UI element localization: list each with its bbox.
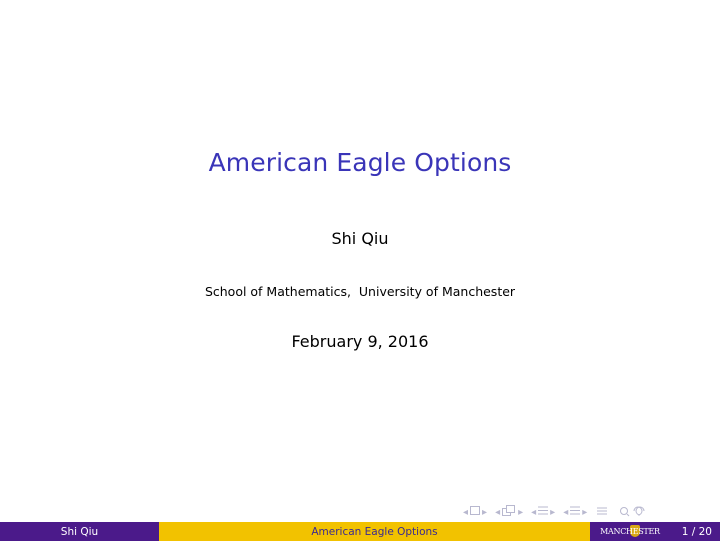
nav-prev-subsubsection-icon[interactable]: ◂ [563, 506, 569, 518]
nav-subsubsection-icon[interactable] [570, 505, 580, 519]
nav-next-section-icon[interactable]: ▸ [550, 506, 556, 518]
footer-right [590, 522, 720, 541]
nav-next-subsection-icon[interactable]: ▸ [518, 506, 524, 518]
nav-next-subsubsection-icon[interactable]: ▸ [582, 506, 588, 518]
slide-author: Shi Qiu [331, 229, 389, 248]
nav-section-icon[interactable] [538, 505, 548, 519]
nav-align-icon[interactable] [597, 505, 607, 519]
nav-prev-section-icon[interactable]: ◂ [531, 506, 537, 518]
slide-institute: School of Mathematics, University of Manchester [204, 284, 516, 299]
footer-author: Shi Qiu [0, 522, 159, 541]
beamer-navigation [463, 505, 645, 519]
nav-next-frame-icon[interactable]: ▸ [482, 506, 488, 518]
footer-title: American Eagle Options [159, 522, 590, 541]
nav-prev-frame-icon[interactable]: ◂ [463, 506, 469, 518]
nav-subsection-icon[interactable] [502, 505, 516, 519]
nav-frame-icon[interactable] [470, 506, 480, 518]
nav-prev-subsection-icon[interactable]: ◂ [495, 506, 501, 518]
slide-date: February 9, 2016 [291, 332, 429, 351]
nav-search-icon[interactable] [619, 505, 645, 520]
page-number: 1 / 20 [681, 525, 712, 538]
university-logo: MANCHESTER [600, 527, 660, 536]
slide-title: American Eagle Options [208, 148, 512, 177]
footer-bar [0, 522, 720, 541]
